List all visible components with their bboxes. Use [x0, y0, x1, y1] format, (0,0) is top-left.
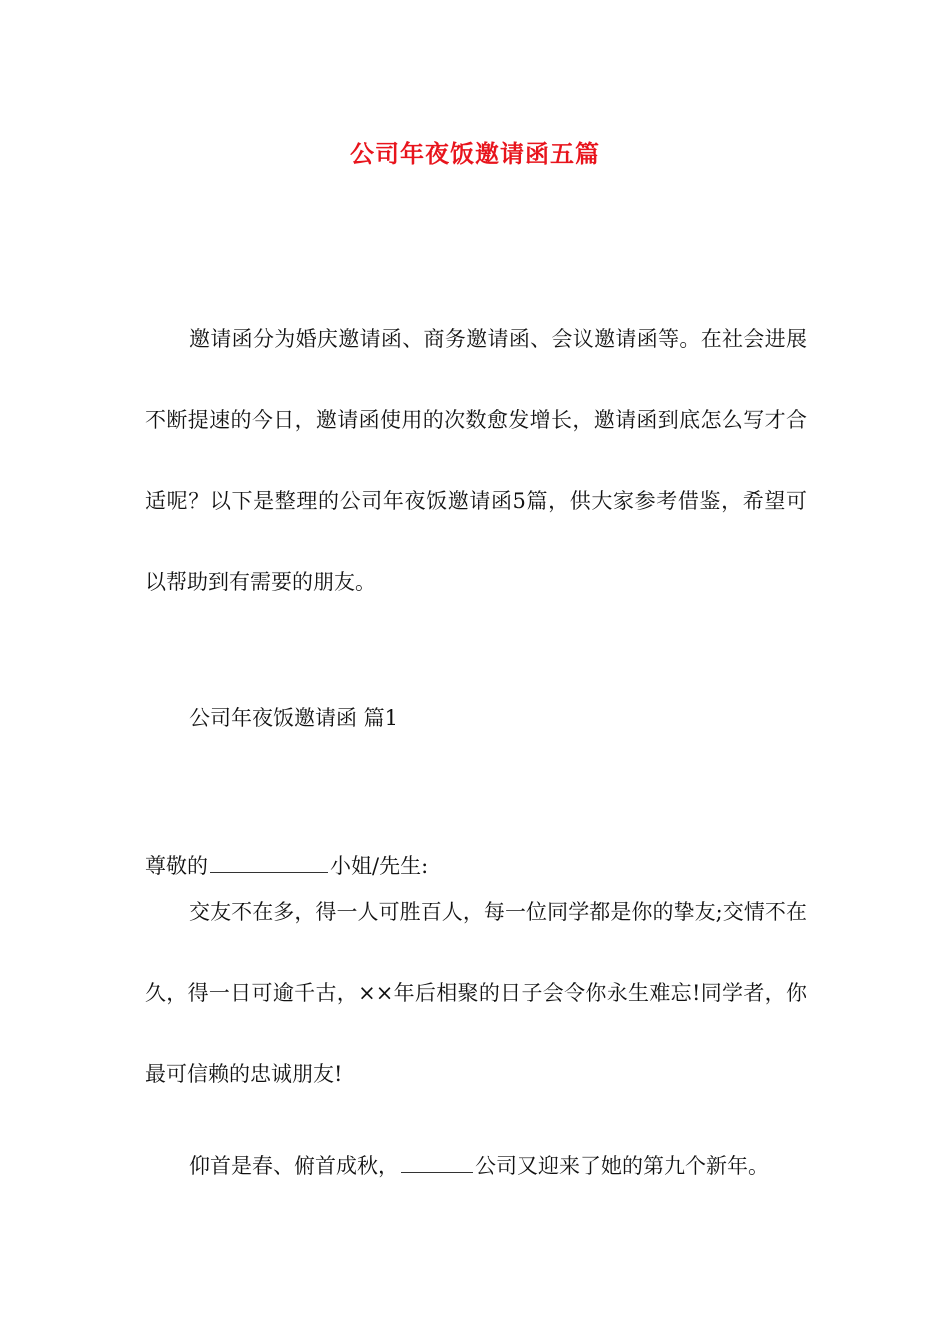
para2-prefix: 仰首是春、俯首成秋， [189, 1154, 399, 1178]
body-paragraph-1: 交友不在多，得一人可胜百人，每一位同学都是你的挚友;交情不在久，得一日可逾千古，××年后相聚的日子会令你永生难忘!同学者，你最可信赖的忠诚朋友! [145, 900, 807, 1086]
company-blank [401, 1171, 473, 1173]
salutation-suffix: 小姐/先生: [330, 854, 429, 878]
section-heading: 公司年夜饭邀请函 篇1 [189, 706, 399, 730]
document-title: 公司年夜饭邀请函五篇 [350, 139, 600, 168]
intro-paragraph: 邀请函分为婚庆邀请函、商务邀请函、会议邀请函等。在社会进展不断提速的今日，邀请函使用的次数愈发增长，邀请函到底怎么写才合适呢？以下是整理的公司年夜饭邀请函5篇，供大家参考借鉴，希望可以帮助到有需要的朋友。 [145, 327, 807, 594]
salutation-prefix: 尊敬的 [145, 854, 208, 878]
body-paragraph-2 [189, 1150, 851, 1180]
para2-suffix: 公司又迎来了她的第九个新年。 [475, 1154, 769, 1178]
